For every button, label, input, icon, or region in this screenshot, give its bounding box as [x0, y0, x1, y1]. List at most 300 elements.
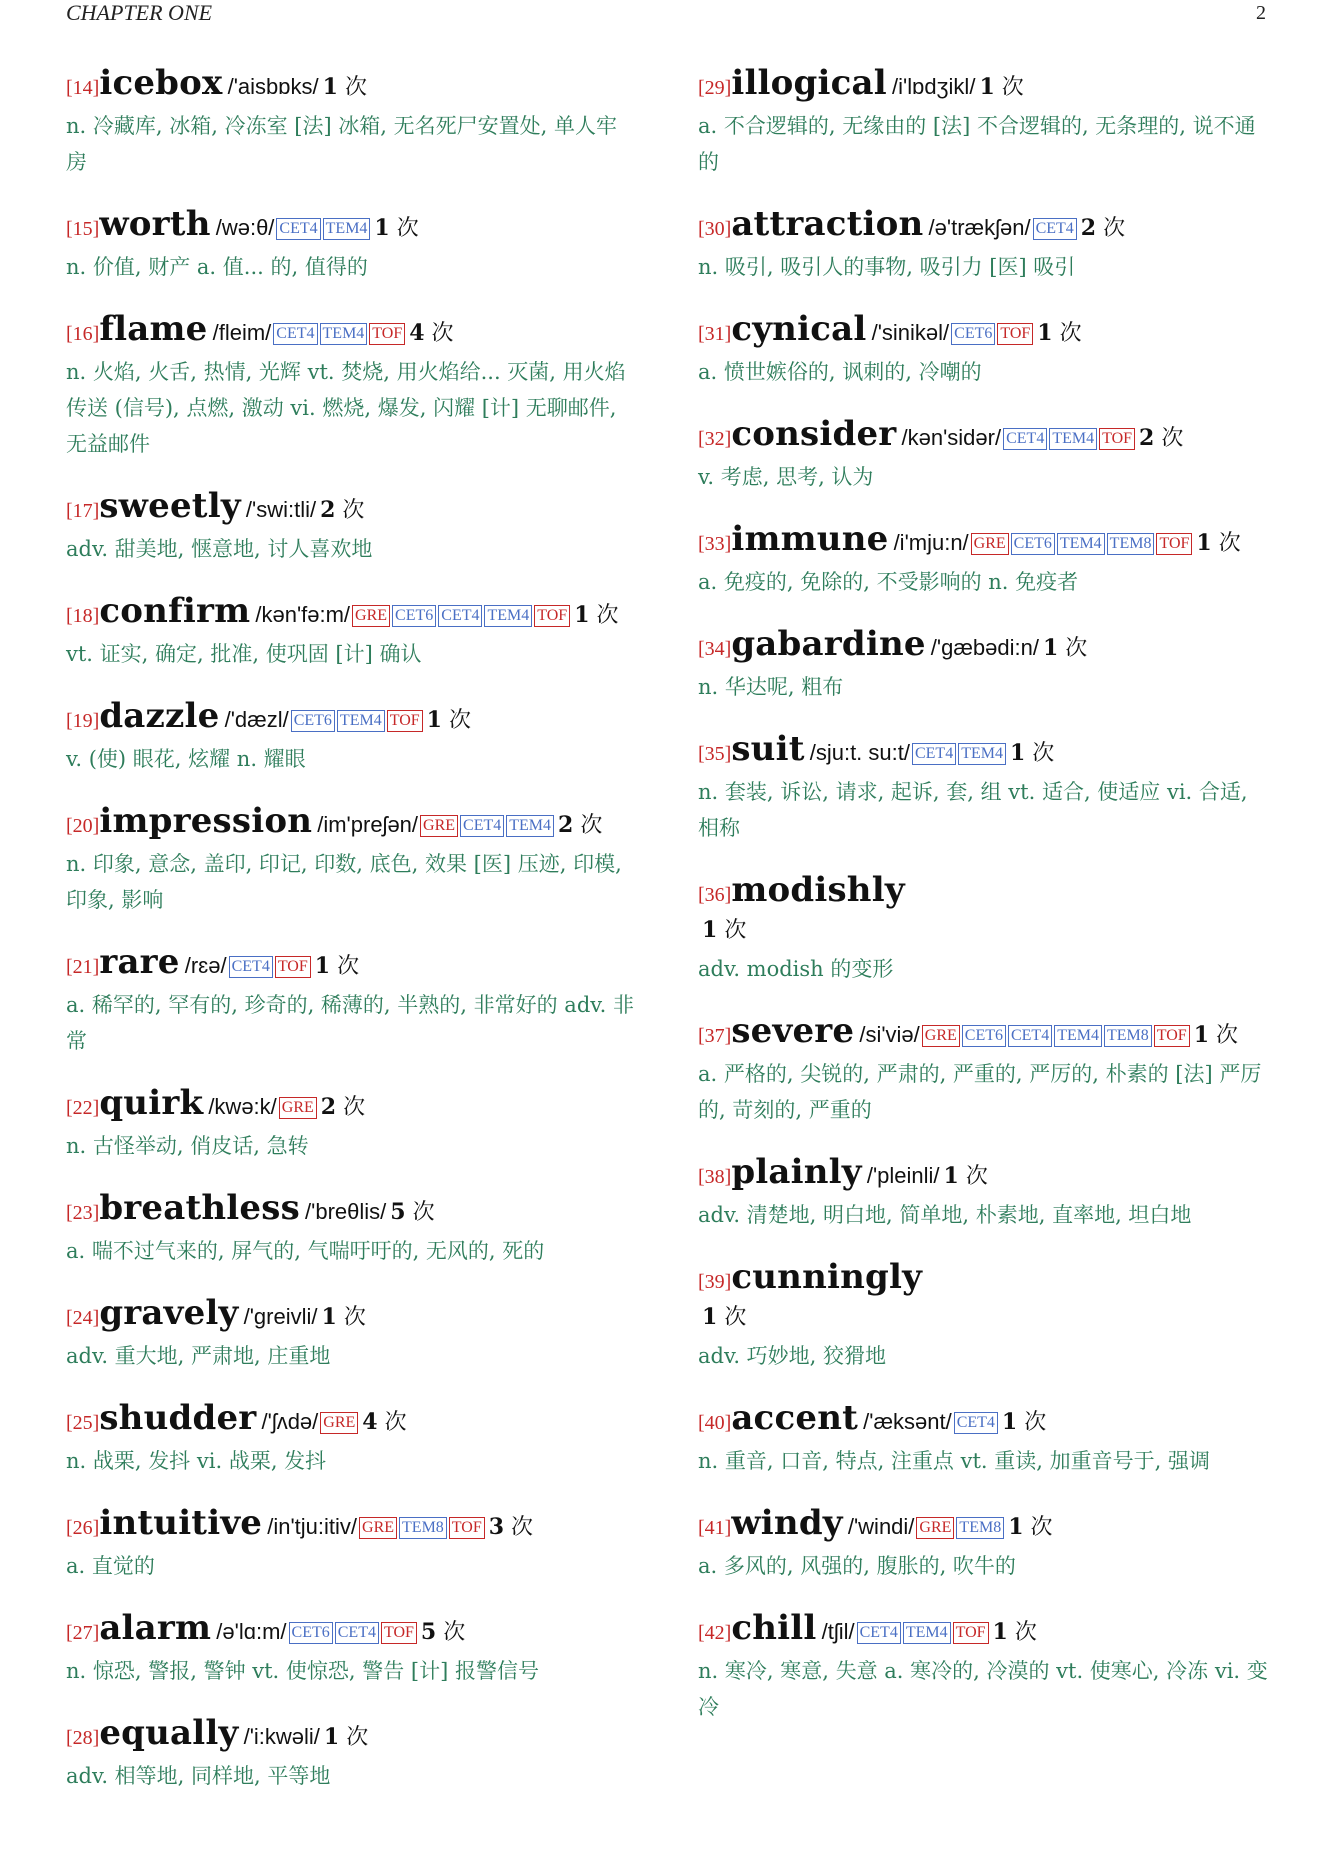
entry-index: [32] — [698, 428, 732, 450]
exam-tag: TEM4 — [506, 815, 554, 837]
occurrence-count — [1194, 1023, 1238, 1048]
entry-headline — [66, 1083, 636, 1126]
definition: n. 惊恐, 警报, 警钟 vt. 使惊恐, 警告 [计] 报警信号 — [66, 1659, 539, 1683]
headword: rare — [99, 942, 180, 982]
occurrence-count — [1081, 216, 1125, 241]
entry-headline — [66, 1398, 636, 1441]
phonetic: /'dæzl/ — [224, 707, 289, 732]
entry-index: [41] — [698, 1517, 732, 1539]
occurrence-count — [323, 75, 367, 100]
exam-tag: TOF — [449, 1517, 485, 1539]
headword: gravely — [99, 1293, 239, 1333]
phonetic: /ə'lɑ:m/ — [216, 1619, 287, 1644]
vocab-entry — [698, 309, 1272, 390]
exam-tag: TEM4 — [337, 710, 385, 732]
exam-tag: CET4 — [912, 743, 956, 765]
definition: n. 套装, 诉讼, 请求, 起诉, 套, 组 vt. 适合, 使适应 vi. 合适, 相称 — [698, 780, 1248, 840]
definition: a. 愤世嫉俗的, 讽刺的, 冷嘲的 — [698, 360, 982, 384]
exam-tag: GRE — [279, 1097, 317, 1119]
vocab-entry — [698, 1011, 1272, 1128]
count-unit: 次 — [443, 1620, 466, 1645]
count-unit: 次 — [343, 1095, 366, 1120]
exam-tag: GRE — [359, 1517, 397, 1539]
count-unit: 次 — [1103, 216, 1126, 241]
exam-tag: TOF — [534, 605, 570, 627]
occurrence-count — [362, 1410, 406, 1435]
exam-tag: TEM4 — [1049, 428, 1097, 450]
count-unit: 次 — [396, 216, 419, 241]
definition: a. 多风的, 风强的, 腹胀的, 吹牛的 — [698, 1554, 1016, 1578]
exam-tag: CET4 — [1008, 1025, 1052, 1047]
occurrence-count — [574, 603, 618, 628]
definition: adv. 重大地, 严肃地, 庄重地 — [66, 1344, 331, 1368]
exam-tag: TOF — [387, 710, 423, 732]
entry-headline — [66, 591, 636, 634]
vocab-entry — [698, 1608, 1272, 1725]
definition: n. 冷藏库, 冰箱, 冷冻室 [法] 冰箱, 无名死尸安置处, 单人牢房 — [66, 114, 618, 174]
entry-index: [30] — [698, 218, 732, 240]
exam-tag: CET4 — [1003, 428, 1047, 450]
entry-headline — [66, 1713, 636, 1756]
count-unit: 次 — [1001, 75, 1024, 100]
occurrence-count — [322, 1305, 366, 1330]
right-column — [698, 63, 1272, 1752]
entry-index: [23] — [66, 1202, 100, 1224]
entry-index: [22] — [66, 1097, 100, 1119]
phonetic: /sju:t. su:t/ — [809, 740, 910, 765]
exam-tag: TOF — [997, 323, 1033, 345]
phonetic: /'ʃʌdə/ — [261, 1409, 319, 1434]
vocab-entry — [66, 1398, 636, 1479]
entry-headline — [66, 801, 636, 844]
vocab-entry — [698, 63, 1272, 180]
entry-headline — [66, 1188, 636, 1231]
count-unit: 次 — [965, 1164, 988, 1189]
headword: chill — [731, 1608, 817, 1648]
definition: adv. 甜美地, 惬意地, 讨人喜欢地 — [66, 537, 373, 561]
phonetic: /'sinikəl/ — [871, 320, 950, 345]
exam-tag: GRE — [971, 533, 1009, 555]
count-unit: 次 — [412, 1200, 435, 1225]
exam-tag: CET4 — [229, 956, 273, 978]
headword: shudder — [99, 1398, 257, 1438]
count-unit: 次 — [1065, 636, 1088, 661]
exam-tag: TOF — [369, 323, 405, 345]
entry-headline — [698, 204, 1272, 247]
exam-tag: CET4 — [954, 1412, 998, 1434]
vocab-entry — [698, 204, 1272, 285]
vocab-entry — [66, 309, 636, 462]
count-unit: 次 — [1059, 321, 1082, 346]
entry-headline — [698, 624, 1272, 667]
entry-headline — [698, 1503, 1272, 1546]
phonetic: /i'lɒdʒikl/ — [892, 74, 976, 99]
entry-index: [33] — [698, 533, 732, 555]
count-unit: 次 — [448, 708, 471, 733]
count-number: 1 — [979, 74, 995, 100]
occurrence-count — [993, 1620, 1037, 1645]
headword: worth — [99, 204, 211, 244]
entry-headline — [698, 414, 1272, 457]
exam-tag: TEM8 — [1104, 1025, 1152, 1047]
vocab-entry — [66, 1608, 636, 1689]
definition: a. 稀罕的, 罕有的, 珍奇的, 稀薄的, 半熟的, 非常好的 adv. 非常 — [66, 993, 634, 1053]
count-unit: 次 — [580, 813, 603, 838]
count-number: 1 — [1037, 320, 1053, 346]
headword: dazzle — [99, 696, 220, 736]
definition: a. 免疫的, 免除的, 不受影响的 n. 免疫者 — [698, 570, 1079, 594]
count-number: 1 — [1001, 1409, 1018, 1435]
phonetic: /kən'sidər/ — [901, 425, 1002, 450]
headword: illogical — [731, 63, 887, 103]
occurrence-count — [321, 1095, 365, 1120]
occurrence-count — [374, 216, 418, 241]
entry-index: [16] — [66, 323, 100, 345]
phonetic: /i'mju:n/ — [893, 530, 969, 555]
count-unit: 次 — [384, 1410, 407, 1435]
entry-index: [35] — [698, 743, 732, 765]
count-unit: 次 — [343, 1305, 366, 1330]
exam-tag: TOF — [275, 956, 311, 978]
vocab-entry — [66, 696, 636, 777]
entry-index: [31] — [698, 323, 732, 345]
exam-tag: CET6 — [951, 323, 995, 345]
exam-tag: TEM8 — [399, 1517, 447, 1539]
count-number: 1 — [323, 1724, 340, 1750]
phonetic: /'pleinli/ — [866, 1163, 940, 1188]
count-unit: 次 — [344, 75, 367, 100]
exam-tag: CET6 — [291, 710, 335, 732]
entry-index: [20] — [66, 815, 100, 837]
entry-index: [28] — [66, 1727, 100, 1749]
exam-tag: CET4 — [438, 605, 482, 627]
exam-tag: TOF — [381, 1622, 417, 1644]
entry-headline — [66, 309, 636, 352]
count-number: 1 — [1193, 1022, 1210, 1048]
headword: gabardine — [731, 624, 926, 664]
entry-headline — [66, 942, 636, 985]
definition: a. 喘不过气来的, 屏气的, 气喘吁吁的, 无风的, 死的 — [66, 1239, 545, 1263]
occurrence-count — [1037, 321, 1081, 346]
phonetic: /'i:kwəli/ — [243, 1724, 320, 1749]
count-unit: 次 — [1161, 426, 1184, 451]
page-number: 2 — [1256, 2, 1266, 24]
count-unit: 次 — [342, 498, 365, 523]
entry-headline — [698, 1011, 1272, 1054]
count-number: 5 — [390, 1199, 406, 1225]
headword: equally — [99, 1713, 239, 1753]
phonetic: /im'preʃən/ — [317, 812, 419, 837]
occurrence-count — [702, 1305, 746, 1330]
exam-tag: CET4 — [276, 218, 320, 240]
headword: windy — [731, 1503, 843, 1543]
entry-index: [14] — [66, 77, 100, 99]
exam-tag: TEM4 — [1054, 1025, 1102, 1047]
occurrence-count — [409, 321, 453, 346]
occurrence-count — [489, 1515, 533, 1540]
occurrence-count — [558, 813, 602, 838]
count-number: 1 — [702, 1304, 718, 1330]
entry-headline — [66, 486, 636, 529]
headword: accent — [731, 1398, 859, 1438]
occurrence-count — [979, 75, 1023, 100]
count-number: 4 — [409, 320, 425, 346]
definition: adv. 清楚地, 明白地, 简单地, 朴素地, 直率地, 坦白地 — [698, 1203, 1192, 1227]
phonetic: /fleim/ — [212, 320, 272, 345]
exam-tag: TOF — [1156, 533, 1192, 555]
occurrence-count — [1010, 741, 1054, 766]
definition: adv. 相等地, 同样地, 平等地 — [66, 1764, 331, 1788]
occurrence-count — [421, 1620, 465, 1645]
exam-tag: CET4 — [857, 1622, 901, 1644]
phonetic: /wə:θ/ — [215, 215, 275, 240]
exam-tag: CET6 — [962, 1025, 1006, 1047]
exam-tag: TEM4 — [958, 743, 1006, 765]
count-number: 1 — [574, 602, 590, 628]
entry-headline — [698, 309, 1272, 352]
count-number: 1 — [314, 953, 331, 979]
count-unit: 次 — [596, 603, 619, 628]
count-number: 5 — [420, 1619, 437, 1645]
vocab-entry — [66, 1188, 636, 1269]
vocab-entry — [698, 519, 1272, 600]
definition: a. 直觉的 — [66, 1554, 155, 1578]
vocab-entry — [66, 1713, 636, 1794]
count-number: 1 — [322, 74, 338, 100]
occurrence-count — [1139, 426, 1183, 451]
entry-index: [36] — [698, 884, 732, 906]
headword: icebox — [99, 63, 223, 103]
entry-headline — [66, 204, 636, 247]
occurrence-count — [1043, 636, 1087, 661]
entry-index: [39] — [698, 1271, 732, 1293]
vocab-entry — [698, 1152, 1272, 1233]
vocab-entry — [698, 414, 1272, 495]
headword: cunningly — [731, 1257, 923, 1297]
exam-tag: GRE — [420, 815, 458, 837]
entry-index: [25] — [66, 1412, 100, 1434]
count-unit: 次 — [431, 321, 454, 346]
count-unit: 次 — [1014, 1620, 1037, 1645]
headword: flame — [99, 309, 208, 349]
exam-tag: TEM4 — [320, 323, 368, 345]
definition: n. 火焰, 火舌, 热情, 光辉 vt. 焚烧, 用火焰给... 灭菌, 用火焰传送 (信号), 点燃, 激动 vi. 燃烧, 爆发, 闪耀 [计] 无聊邮件, 无益邮件 — [66, 360, 626, 456]
occurrence-count — [320, 498, 364, 523]
headword: modishly — [731, 870, 905, 910]
count-unit: 次 — [724, 918, 747, 943]
exam-tag: GRE — [922, 1025, 960, 1047]
headword: intuitive — [99, 1503, 263, 1543]
phonetic: /'aisbɒks/ — [227, 74, 319, 99]
entry-headline — [66, 1608, 636, 1651]
entry-index: [18] — [66, 605, 100, 627]
exam-tag: TOF — [1099, 428, 1135, 450]
count-number: 2 — [558, 812, 574, 838]
entry-headline — [698, 1398, 1272, 1441]
exam-tag: CET4 — [1033, 218, 1077, 240]
count-number: 1 — [943, 1163, 959, 1189]
phonetic: /kən'fə:m/ — [255, 602, 351, 627]
count-number: 1 — [992, 1619, 1008, 1645]
definition: vt. 证实, 确定, 批准, 使巩固 [计] 确认 — [66, 642, 422, 666]
vocab-entry — [66, 486, 636, 567]
count-unit: 次 — [346, 1725, 369, 1750]
count-number: 1 — [702, 917, 718, 943]
exam-tag: TEM4 — [903, 1622, 951, 1644]
definition: n. 印象, 意念, 盖印, 印记, 印数, 底色, 效果 [医] 压迹, 印模, 印象, 影响 — [66, 852, 622, 912]
chapter-header: CHAPTER ONE — [66, 0, 213, 25]
occurrence-count — [390, 1200, 434, 1225]
definition: n. 古怪举动, 俏皮话, 急转 — [66, 1134, 309, 1158]
entry-headline — [698, 63, 1272, 106]
headword: alarm — [99, 1608, 212, 1648]
count-number: 1 — [1196, 530, 1212, 556]
exam-tag: CET4 — [273, 323, 317, 345]
headword: attraction — [731, 204, 924, 244]
phonetic: /si'viə/ — [859, 1022, 920, 1047]
entry-headline — [698, 870, 1272, 949]
phonetic: /'gæbədi:n/ — [930, 635, 1039, 660]
entry-index: [21] — [66, 956, 100, 978]
count-number: 2 — [320, 497, 336, 523]
headword: consider — [731, 414, 897, 454]
count-number: 3 — [488, 1514, 505, 1540]
phonetic: /tʃil/ — [821, 1619, 855, 1644]
headword: breathless — [99, 1188, 300, 1228]
entry-index: [42] — [698, 1622, 732, 1644]
headword: cynical — [731, 309, 867, 349]
definition: n. 寒冷, 寒意, 失意 a. 寒冷的, 冷漠的 vt. 使寒心, 冷冻 vi. 变冷 — [698, 1659, 1268, 1719]
entry-headline — [66, 696, 636, 739]
vocab-entry — [698, 624, 1272, 705]
entry-index: [17] — [66, 500, 100, 522]
headword: confirm — [99, 591, 251, 631]
count-number: 4 — [362, 1409, 378, 1435]
entry-index: [34] — [698, 638, 732, 660]
entry-index: [40] — [698, 1412, 732, 1434]
exam-tag: CET4 — [460, 815, 504, 837]
definition: n. 华达呢, 粗布 — [698, 675, 844, 699]
headword: immune — [731, 519, 889, 559]
phonetic: /'greivli/ — [243, 1304, 318, 1329]
count-number: 1 — [1042, 635, 1059, 661]
entry-index: [38] — [698, 1166, 732, 1188]
headword: suit — [731, 729, 805, 769]
occurrence-count — [1196, 531, 1240, 556]
entry-index: [29] — [698, 77, 732, 99]
occurrence-count — [944, 1164, 988, 1189]
headword: plainly — [731, 1152, 862, 1192]
definition: v. (使) 眼花, 炫耀 n. 耀眼 — [66, 747, 306, 771]
count-unit: 次 — [337, 954, 360, 979]
entry-headline — [698, 1257, 1272, 1336]
count-number: 2 — [1139, 425, 1155, 451]
headword: quirk — [99, 1083, 204, 1123]
phonetic: /kwə:k/ — [208, 1094, 277, 1119]
entry-headline — [698, 729, 1272, 772]
count-unit: 次 — [724, 1305, 747, 1330]
count-unit: 次 — [1024, 1410, 1047, 1435]
exam-tag: TEM8 — [956, 1517, 1004, 1539]
exam-tag: TOF — [953, 1622, 989, 1644]
count-number: 1 — [374, 215, 390, 241]
left-column — [66, 63, 636, 1821]
exam-tag: GRE — [352, 605, 390, 627]
exam-tag: CET6 — [392, 605, 436, 627]
vocab-entry — [698, 1503, 1272, 1584]
count-number: 2 — [1080, 215, 1097, 241]
entry-index: [27] — [66, 1622, 100, 1644]
entry-headline — [698, 1608, 1272, 1651]
occurrence-count — [702, 918, 746, 943]
definition: n. 价值, 财产 a. 值... 的, 值得的 — [66, 255, 368, 279]
count-number: 1 — [1009, 740, 1026, 766]
definition: n. 战栗, 发抖 vi. 战栗, 发抖 — [66, 1449, 327, 1473]
entry-index: [24] — [66, 1307, 100, 1329]
exam-tag: TEM4 — [484, 605, 532, 627]
occurrence-count — [324, 1725, 368, 1750]
exam-tag: TEM4 — [323, 218, 371, 240]
vocab-entry — [66, 1293, 636, 1374]
phonetic: /rɛə/ — [184, 953, 227, 978]
vocab-entry — [66, 1503, 636, 1584]
phonetic: /'æksənt/ — [863, 1409, 952, 1434]
definition: n. 吸引, 吸引人的事物, 吸引力 [医] 吸引 — [698, 255, 1076, 279]
definition: v. 考虑, 思考, 认为 — [698, 465, 874, 489]
exam-tag: CET6 — [289, 1622, 333, 1644]
definition: adv. modish 的变形 — [698, 957, 894, 981]
occurrence-count — [1002, 1410, 1046, 1435]
count-number: 1 — [321, 1304, 337, 1330]
definition: n. 重音, 口音, 特点, 注重点 vt. 重读, 加重音号于, 强调 — [698, 1449, 1210, 1473]
vocab-entry — [66, 1083, 636, 1164]
count-number: 1 — [426, 707, 442, 733]
exam-tag: GRE — [916, 1517, 954, 1539]
entry-index: [26] — [66, 1517, 100, 1539]
vocab-entry — [66, 801, 636, 918]
vocab-entry — [66, 591, 636, 672]
count-unit: 次 — [1032, 741, 1055, 766]
entry-headline — [66, 63, 636, 106]
entry-headline — [66, 1293, 636, 1336]
phonetic: /in'tju:itiv/ — [267, 1514, 358, 1539]
count-unit: 次 — [511, 1515, 534, 1540]
definition: a. 严格的, 尖锐的, 严肃的, 严重的, 严厉的, 朴素的 [法] 严厉的, 苛刻的, 严重的 — [698, 1062, 1262, 1122]
headword: sweetly — [99, 486, 241, 526]
occurrence-count — [315, 954, 359, 979]
definition: adv. 巧妙地, 狡猾地 — [698, 1344, 887, 1368]
vocab-entry — [698, 729, 1272, 846]
headword: impression — [99, 801, 313, 841]
phonetic: /'breθlis/ — [305, 1199, 387, 1224]
phonetic: /'swi:tli/ — [245, 497, 317, 522]
entry-index: [19] — [66, 710, 100, 732]
entry-index: [37] — [698, 1025, 732, 1047]
entry-headline — [698, 519, 1272, 562]
vocab-entry — [66, 942, 636, 1059]
exam-tag: TEM4 — [1057, 533, 1105, 555]
entry-headline — [698, 1152, 1272, 1195]
vocab-entry — [698, 1257, 1272, 1374]
definition: a. 不合逻辑的, 无缘由的 [法] 不合逻辑的, 无条理的, 说不通的 — [698, 114, 1256, 174]
occurrence-count — [427, 708, 471, 733]
phonetic: /'windi/ — [847, 1514, 915, 1539]
entry-headline — [66, 1503, 636, 1546]
phonetic: /ə'trækʃən/ — [928, 215, 1031, 240]
count-unit: 次 — [1218, 531, 1241, 556]
headword: severe — [731, 1011, 855, 1051]
exam-tag: CET4 — [335, 1622, 379, 1644]
